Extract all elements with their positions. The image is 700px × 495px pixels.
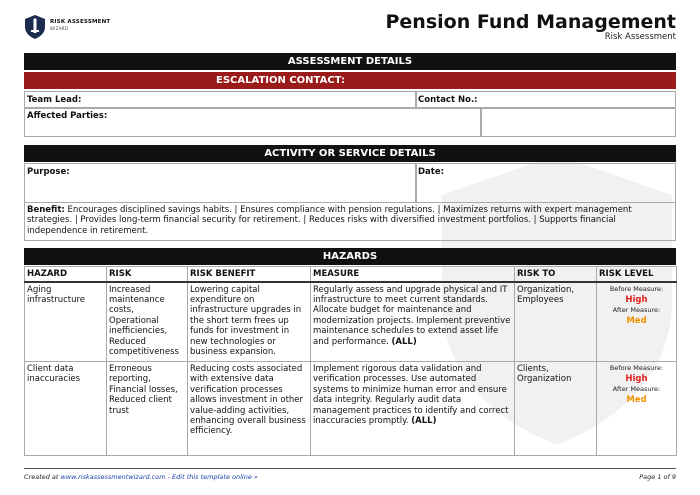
hazards-table [24, 266, 677, 456]
benefit-label: Benefit: [27, 205, 65, 215]
after-measure-level: Med [626, 395, 647, 405]
risk-cell: Increased maintenance costs, Operational inefficiencies, Reduced competitiveness [107, 282, 188, 362]
measure-tag: (ALL) [391, 336, 417, 347]
risk-level-cell [597, 282, 677, 362]
purpose-label: Purpose: [27, 167, 70, 177]
measure-tag: (ALL) [411, 416, 437, 427]
activity-details-header: ACTIVITY OR SERVICE DETAILS [24, 145, 676, 162]
hazards-header: HAZARDS [24, 248, 676, 265]
risk-cell: Erroneous reporting, Financial losses, Reduced client trust [107, 362, 188, 456]
escalation-contact-bar: ESCALATION CONTACT: [24, 72, 676, 89]
date-field[interactable] [415, 163, 676, 203]
hazard-cell: Client data inaccuracies [25, 362, 107, 456]
contact-no-label: Contact No.: [418, 95, 478, 105]
risk-level-cell [597, 362, 677, 456]
before-measure-label: Before Measure: [609, 364, 664, 372]
column-header-measure: MEASURE [311, 267, 515, 282]
team-lead-label: Team Lead: [27, 95, 82, 105]
affected-parties-extra-field[interactable] [480, 107, 676, 137]
assessment-details-header: ASSESSMENT DETAILS [24, 53, 676, 70]
table-header-row [25, 267, 677, 282]
column-header-risk-benefit: RISK BENEFIT [188, 267, 311, 282]
page-title: Pension Fund Management [385, 11, 676, 33]
column-header-hazard: HAZARD [25, 267, 107, 282]
after-measure-label: After Measure: [612, 385, 661, 393]
shield-logo-icon [24, 14, 46, 40]
risk-benefit-cell: Reducing costs associated with extensive data verification processes allows investment in other value-adding activities, enhancing overall business efficiency. [188, 362, 311, 456]
measure-text: Regularly assess and upgrade physical and IT infrastructure to meet current standards. Allocate budget for maintenance and modernization projects. Implement preventive maintenance schedules to extend asset life and performance. [313, 284, 511, 347]
column-header-risk-to: RISK TO [515, 267, 597, 282]
benefit-field [24, 202, 676, 241]
document-header [24, 10, 676, 46]
benefit-text: Encourages disciplined savings habits. | Ensures compliance with pension regulations. | Maximizes returns with expert management strategies. | Provides long-term financial security for retirement. | Reduces risks with diversified investment portfolios. | Supports financial independence in retirement. [27, 205, 632, 236]
measure-cell [311, 362, 515, 456]
logo-text-primary: RISK ASSESSMENT [50, 19, 111, 25]
date-label: Date: [418, 167, 445, 177]
logo-text-secondary: WIZARD [50, 26, 69, 31]
affected-parties-field[interactable] [24, 107, 482, 137]
purpose-field[interactable] [24, 163, 417, 203]
footer-created-prefix: Created at [24, 473, 59, 481]
column-header-risk: RISK [107, 267, 188, 282]
measure-cell [311, 282, 515, 362]
risk-to-cell: Organization, Employees [515, 282, 597, 362]
before-measure-label: Before Measure: [609, 284, 664, 293]
column-header-risk-level: RISK LEVEL [597, 267, 677, 282]
table-row [25, 362, 677, 456]
logo [24, 14, 110, 40]
before-measure-level: High [625, 374, 648, 384]
hazard-cell: Aging infrastructure [25, 282, 107, 362]
footer-divider [24, 468, 676, 469]
page-number: Page 1 of 9 [639, 473, 676, 481]
page-subtitle: Risk Assessment [604, 32, 676, 42]
risk-benefit-cell: Lowering capital expenditure on infrastructure upgrades in the short term frees up funds for investment in new technologies or business expansion. [188, 282, 311, 362]
affected-parties-label: Affected Parties: [27, 111, 108, 121]
after-measure-label: After Measure: [612, 305, 661, 314]
after-measure-level: Med [626, 315, 647, 326]
table-row [25, 282, 677, 362]
measure-text: Implement rigorous data validation and verification processes. Use automated systems to minimize human error and ensure data integrity. Regularly audit data management practices to identify and correct inaccuracies promptly. [313, 364, 509, 427]
before-measure-level: High [625, 294, 648, 305]
footer-link[interactable]: www.riskassessmentwizard.com - Edit this template online » [60, 473, 258, 481]
footer-credit [24, 473, 258, 481]
risk-to-cell: Clients, Organization [515, 362, 597, 456]
